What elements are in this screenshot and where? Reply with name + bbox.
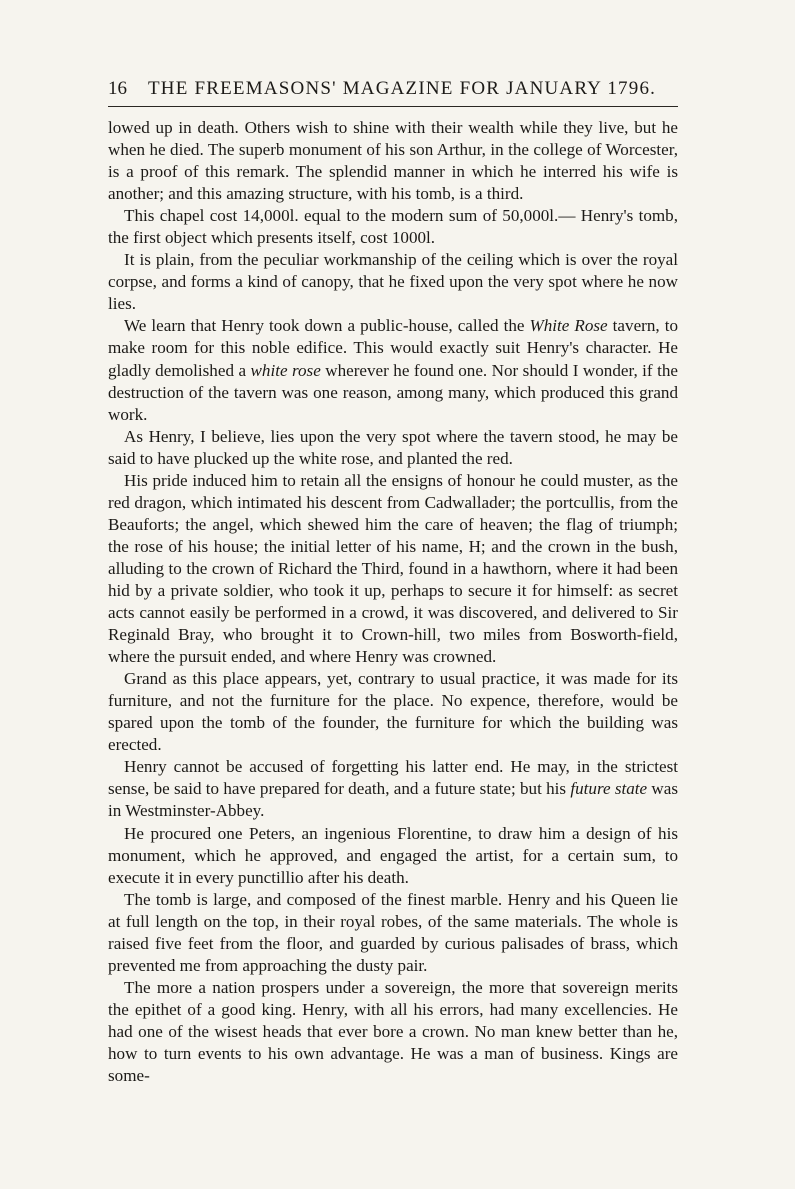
paragraph: The more a nation prospers under a sovereign, the more that sovereign merits the epithet of a good king. Henry, with all his errors, had many excellencies. He had one of the wisest heads that ever bore a crown. No man knew better than he, how to turn events to his own advantage. He was a man of business. Kings are some- xyxy=(108,977,678,1086)
paragraph: Henry cannot be accused of forgetting his latter end. He may, in the strictest sense, be said to have prepared for death, and a future state; but his future state was in Westminster-Abbey. xyxy=(108,757,678,821)
page-number: 16 xyxy=(108,78,127,99)
paragraph: Grand as this place appears, yet, contrary to usual practice, it was made for its furniture, and not the furniture for the place. No expence, therefore, would be spared upon the tomb of the founder, the furniture for which the building was erected. xyxy=(108,669,678,755)
paragraph: His pride induced him to retain all the ensigns of honour he could muster, as the red dragon, which intimated his descent from Cadwallader; the portcullis, from the Beauforts; the angel, which shewed him the care of heaven; the flag of triumph; the rose of his house; the initial letter of his name, H; and the crown in the bush, alluding to the crown of Richard the Third, found in a hawthorn, where it had been hid by a private soldier, who took it up, perhaps to secure it for himself: as secret acts cannot easily be performed in a crowd, it was discovered, and delivered to Sir Reginald Bray, who brought it to Crown-hill, two miles from Bosworth-field, where the pursuit ended, and where Henry was crowned. xyxy=(108,470,678,667)
paragraph: We learn that Henry took down a public-house, called the White Rose tavern, to make room for this noble edifice. This would exactly suit Henry's character. He gladly demolished a white rose wherever he found one. Nor should I wonder, if the destruction of the tavern was one reason, among many, which produced this grand work. xyxy=(108,316,679,424)
magazine-title: THE FREEMASONS' MAGAZINE FOR JANUARY 1796. xyxy=(148,78,657,99)
italic-phrase: white rose xyxy=(250,360,321,380)
italic-phrase: future state xyxy=(570,779,648,799)
page xyxy=(108,78,678,1087)
italic-phrase: White Rose xyxy=(529,316,608,336)
paragraph: This chapel cost 14,000l. equal to the modern sum of 50,000l.— Henry's tomb, the first object which presents itself, cost 1000l. xyxy=(108,206,678,248)
article-body xyxy=(108,117,678,1087)
paragraph: As Henry, I believe, lies upon the very spot where the tavern stood, he may be said to have plucked up the white rose, and planted the red. xyxy=(108,426,678,468)
paragraph: The tomb is large, and composed of the finest marble. Henry and his Queen lie at full length on the top, in their royal robes, of the same materials. The whole is raised five feet from the floor, and guarded by curious palisades of brass, which prevented me from approaching the dusty pair. xyxy=(108,889,678,975)
paragraph: He procured one Peters, an ingenious Florentine, to draw him a design of his monument, which he approved, and engaged the artist, for a certain sum, to execute it in every punctillio after his death. xyxy=(108,823,678,887)
paragraph: lowed up in death. Others wish to shine with their wealth while they live, but he when he died. The superb monument of his son Arthur, in the college of Worcester, is a proof of this remark. The splendid manner in which he interred his wife is another; and this amazing structure, with his tomb, is a third. xyxy=(108,118,678,204)
running-head xyxy=(108,78,678,107)
paragraph: It is plain, from the peculiar workmanship of the ceiling which is over the royal corpse, and forms a kind of canopy, that he fixed upon the very spot where he now lies. xyxy=(108,250,678,314)
